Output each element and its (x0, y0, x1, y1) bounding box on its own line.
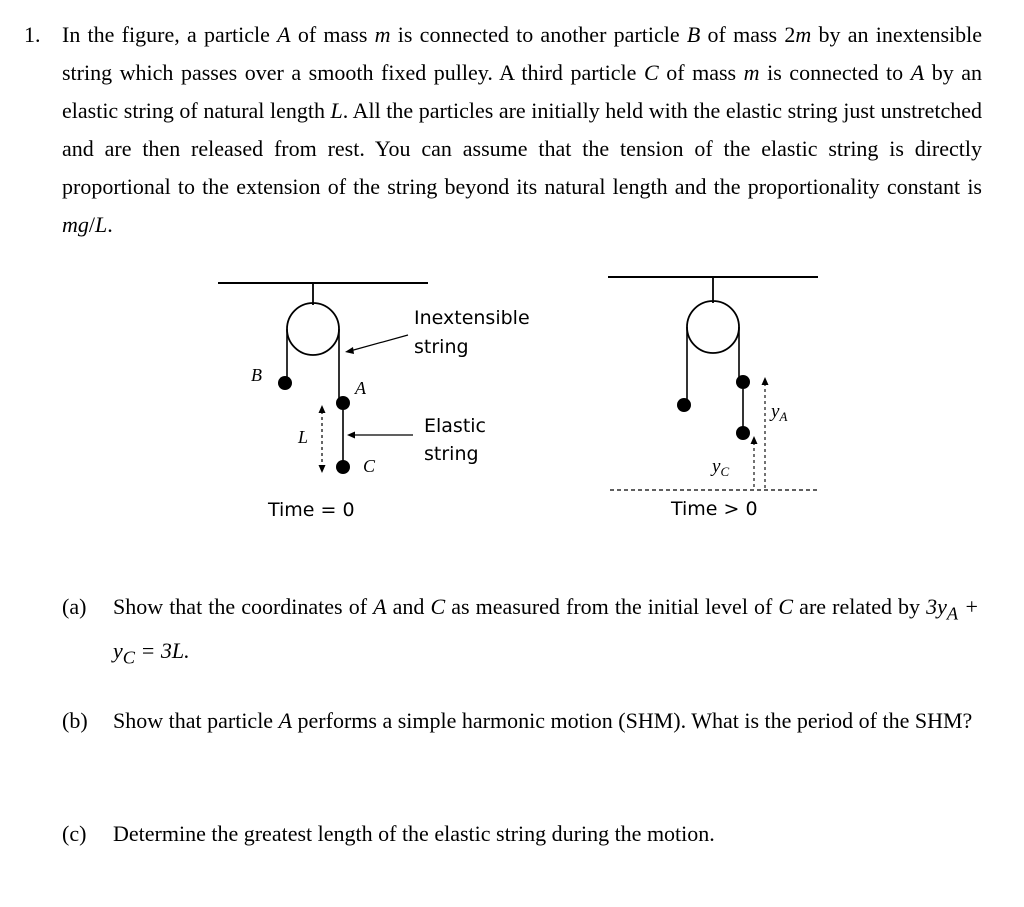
particle-C-left (336, 460, 350, 474)
part-a (62, 588, 982, 668)
yC-arrow-head (751, 436, 758, 444)
particle-A-left (336, 396, 350, 410)
label-A: A (355, 378, 366, 398)
part-c (62, 815, 982, 855)
label-yA: $y_A$ (771, 401, 788, 424)
diagram-time-positive (608, 277, 818, 520)
particle-B-right (677, 398, 691, 412)
pulley-right (687, 301, 739, 353)
arrow-up-head (319, 405, 326, 413)
label-elastic-2: string (424, 443, 479, 465)
particle-B-left (278, 376, 292, 390)
part-a-label: (a) (62, 594, 87, 619)
question-intro: In the figure, a particle A of mass m is connected to another particle B of mass 2m by an inextensible string which passes over a smooth fixed pulley. A third particle C of mass m is connected to A by an elastic string of natural length L. All the particles are initially held with the elastic string just unstretched and are then released from rest. You can assume that the tension of the elastic string is directly proportional to the extension of the string beyond its natural length and the proportionality constant is mg/L. (62, 22, 983, 237)
question-number: 1. (24, 22, 41, 47)
caption-time-0: Time = 0 (268, 499, 355, 521)
label-B: B (251, 365, 262, 385)
particle-A-right (736, 375, 750, 389)
part-b-label: (b) (62, 708, 88, 733)
label-yC: $y_C$ (712, 456, 730, 479)
label-inextensible-2: string (414, 336, 469, 358)
part-a-text: Show that the coordinates of A and C as measured from the initial level of C are related by $3y_A + y_C = 3L$. (113, 594, 979, 668)
part-c-label: (c) (62, 821, 87, 846)
inextensible-pointer-head (345, 347, 354, 354)
label-C: C (363, 456, 376, 476)
label-inextensible-1: Inextensible (414, 307, 530, 329)
arrow-down-head (319, 465, 326, 473)
part-b-text: Show that particle A performs a simple harmonic motion (SHM). What is the period of the SHM? (113, 708, 973, 733)
label-L: L (298, 427, 309, 447)
particle-C-right (736, 426, 750, 440)
part-a-equation: $3y_A + y_C = 3L$. (113, 594, 979, 668)
pulley-left (287, 303, 339, 355)
part-c-text: Determine the greatest length of the elastic string during the motion. (113, 821, 715, 846)
caption-time-positive: Time > 0 (671, 498, 758, 520)
inextensible-pointer (350, 335, 408, 351)
elastic-pointer-head (347, 432, 355, 439)
diagram-time-0 (218, 283, 530, 521)
yA-arrow-head (762, 377, 769, 385)
part-b (62, 702, 982, 782)
label-elastic-1: Elastic (424, 415, 487, 437)
pulley-figure (210, 265, 830, 535)
